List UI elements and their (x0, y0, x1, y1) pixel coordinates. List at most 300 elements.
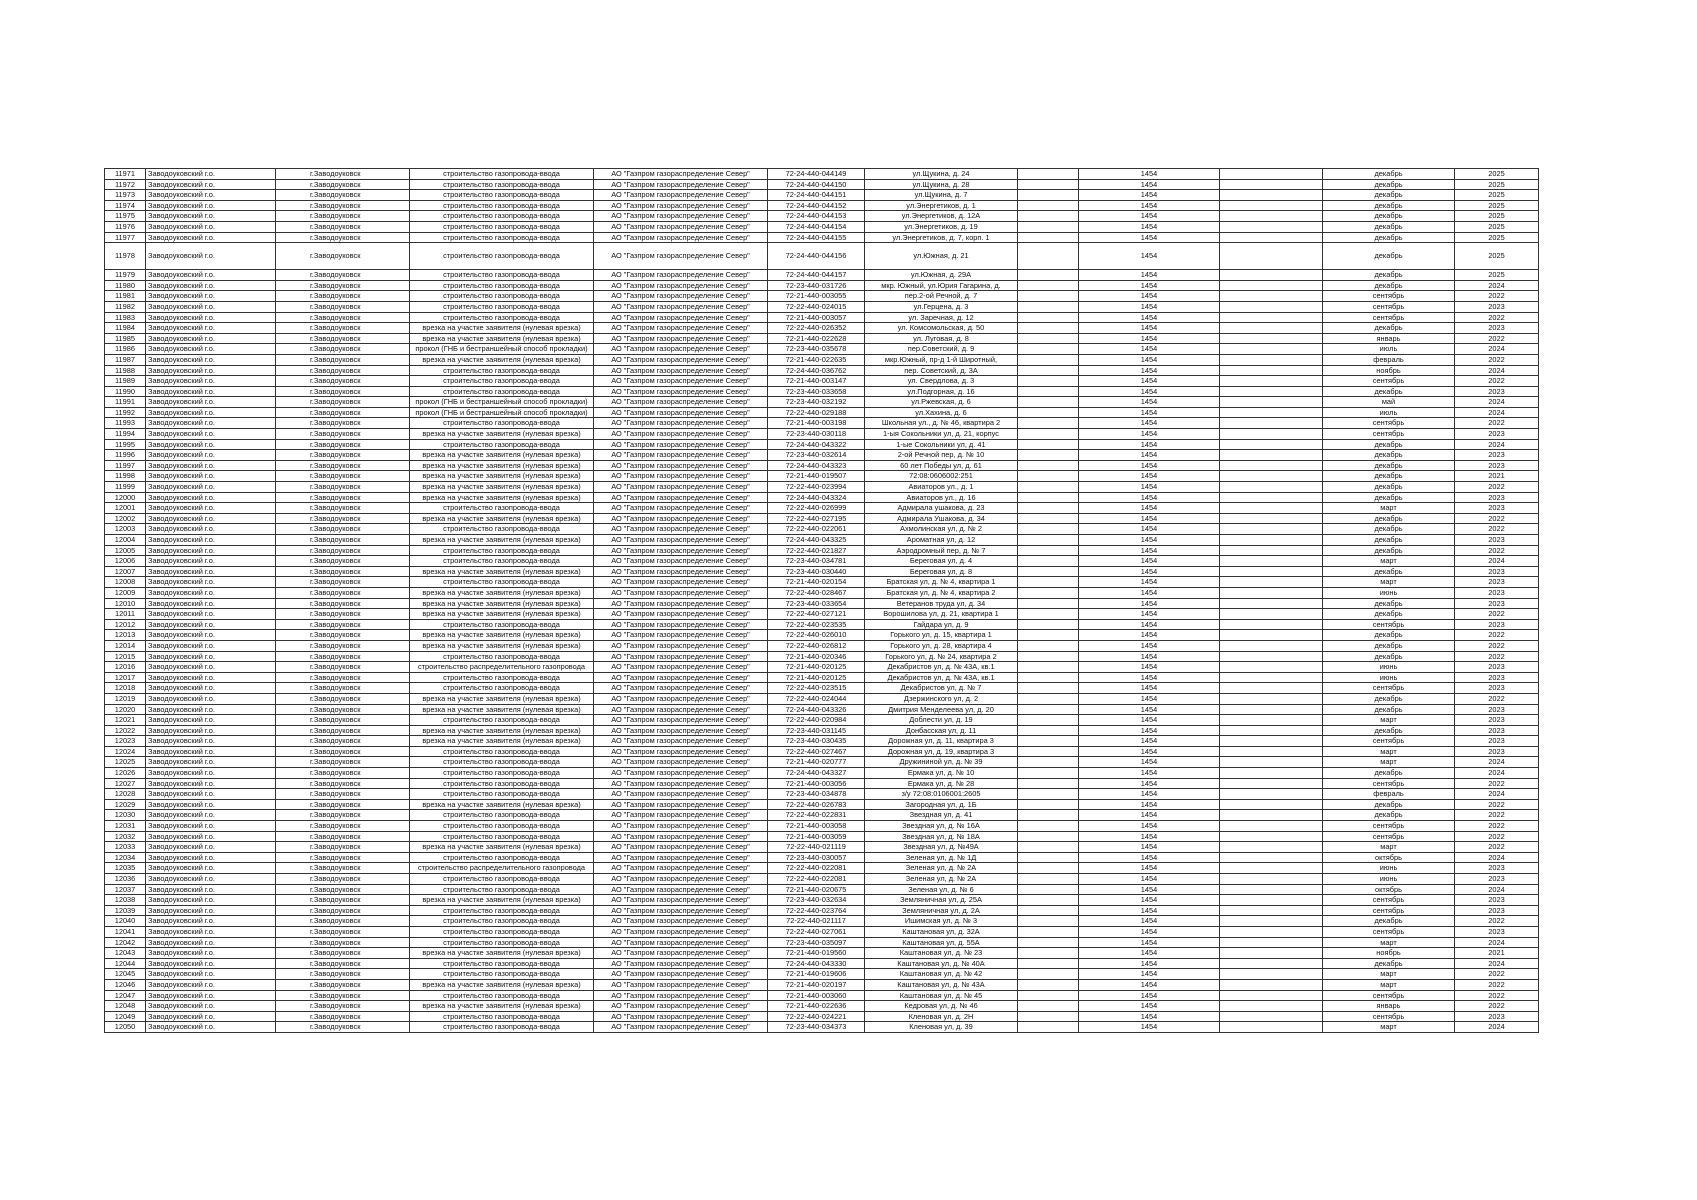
empty-cell (1018, 948, 1079, 959)
empty-cell (1220, 418, 1323, 429)
district-cell: Заводоуковский г.о. (146, 513, 276, 524)
month-cell: сентябрь (1323, 895, 1455, 906)
work-type-cell: строительство газопровода-ввода (410, 619, 594, 630)
organization-cell: АО "Газпром газораспределение Север" (594, 221, 768, 232)
cadastral-number-cell: 72-23-440-031726 (768, 280, 865, 291)
address-cell: Кленовая ул, д. 39 (865, 1022, 1018, 1033)
empty-cell (1018, 312, 1079, 323)
cadastral-number-cell: 72-21-440-019507 (768, 471, 865, 482)
cadastral-number-cell: 72-21-440-003058 (768, 821, 865, 832)
organization-cell: АО "Газпром газораспределение Север" (594, 407, 768, 418)
district-cell: Заводоуковский г.о. (146, 672, 276, 683)
code-cell: 1454 (1079, 630, 1220, 641)
row-number-cell: 11998 (105, 471, 146, 482)
city-cell: г.Заводоуковск (276, 450, 410, 461)
row-number-cell: 12049 (105, 1011, 146, 1022)
table-row (105, 243, 1539, 270)
empty-cell (1018, 179, 1079, 190)
address-cell: Каштановая ул, д. № 45 (865, 990, 1018, 1001)
code-cell: 1454 (1079, 693, 1220, 704)
year-cell: 2022 (1455, 979, 1539, 990)
district-cell: Заводоуковский г.о. (146, 969, 276, 980)
cadastral-number-cell: 72-22-440-023994 (768, 482, 865, 493)
city-cell: г.Заводоуковск (276, 503, 410, 514)
address-cell: Каштановая ул, д. № 40А (865, 958, 1018, 969)
row-number-cell: 11992 (105, 407, 146, 418)
code-cell: 1454 (1079, 333, 1220, 344)
row-number-cell: 12032 (105, 831, 146, 842)
year-cell: 2023 (1455, 587, 1539, 598)
empty-cell (1220, 545, 1323, 556)
month-cell: март (1323, 577, 1455, 588)
month-cell: май (1323, 397, 1455, 408)
month-cell: декабрь (1323, 270, 1455, 281)
empty-cell (1220, 640, 1323, 651)
year-cell: 2023 (1455, 715, 1539, 726)
table-row (105, 874, 1539, 885)
cadastral-number-cell: 72-22-440-022081 (768, 874, 865, 885)
district-cell: Заводоуковский г.о. (146, 344, 276, 355)
cadastral-number-cell: 72-23-440-033658 (768, 386, 865, 397)
code-cell: 1454 (1079, 232, 1220, 243)
empty-cell (1220, 948, 1323, 959)
cadastral-number-cell: 72-21-440-020346 (768, 651, 865, 662)
row-number-cell: 12016 (105, 662, 146, 673)
empty-cell (1220, 630, 1323, 641)
cadastral-number-cell: 72-22-440-021119 (768, 842, 865, 853)
organization-cell: АО "Газпром газораспределение Север" (594, 169, 768, 180)
address-cell: ул.Энергетиков, д. 12А (865, 211, 1018, 222)
district-cell: Заводоуковский г.о. (146, 333, 276, 344)
year-cell: 2021 (1455, 471, 1539, 482)
district-cell: Заводоуковский г.о. (146, 810, 276, 821)
month-cell: декабрь (1323, 725, 1455, 736)
work-type-cell: строительство газопровода-ввода (410, 746, 594, 757)
organization-cell: АО "Газпром газораспределение Север" (594, 990, 768, 1001)
work-type-cell: врезка на участке заявителя (нулевая врезка) (410, 471, 594, 482)
month-cell: декабрь (1323, 810, 1455, 821)
work-type-cell: строительство газопровода-ввода (410, 386, 594, 397)
city-cell: г.Заводоуковск (276, 566, 410, 577)
year-cell: 2022 (1455, 990, 1539, 1001)
table-row (105, 746, 1539, 757)
district-cell: Заводоуковский г.о. (146, 746, 276, 757)
district-cell: Заводоуковский г.о. (146, 598, 276, 609)
organization-cell: АО "Газпром газораспределение Север" (594, 513, 768, 524)
month-cell: декабрь (1323, 190, 1455, 201)
row-number-cell: 12005 (105, 545, 146, 556)
code-cell: 1454 (1079, 789, 1220, 800)
empty-cell (1018, 439, 1079, 450)
row-number-cell: 11982 (105, 301, 146, 312)
year-cell: 2024 (1455, 768, 1539, 779)
year-cell: 2023 (1455, 577, 1539, 588)
address-cell: Доблести ул, д. 19 (865, 715, 1018, 726)
row-number-cell: 11974 (105, 200, 146, 211)
code-cell: 1454 (1079, 662, 1220, 673)
city-cell: г.Заводоуковск (276, 715, 410, 726)
year-cell: 2024 (1455, 280, 1539, 291)
table-row (105, 693, 1539, 704)
city-cell: г.Заводоуковск (276, 874, 410, 885)
row-number-cell: 11990 (105, 386, 146, 397)
work-type-cell: врезка на участке заявителя (нулевая врезка) (410, 566, 594, 577)
code-cell: 1454 (1079, 979, 1220, 990)
code-cell: 1454 (1079, 905, 1220, 916)
year-cell: 2022 (1455, 482, 1539, 493)
city-cell: г.Заводоуковск (276, 979, 410, 990)
year-cell: 2023 (1455, 704, 1539, 715)
work-type-cell: прокол (ГНБ и бестраншейный способ прокладки) (410, 407, 594, 418)
work-type-cell: строительство газопровода-ввода (410, 990, 594, 1001)
month-cell: декабрь (1323, 460, 1455, 471)
month-cell: март (1323, 969, 1455, 980)
city-cell: г.Заводоуковск (276, 535, 410, 546)
row-number-cell: 12012 (105, 619, 146, 630)
code-cell: 1454 (1079, 492, 1220, 503)
work-type-cell: врезка на участке заявителя (нулевая врезка) (410, 895, 594, 906)
cadastral-number-cell: 72-22-440-026010 (768, 630, 865, 641)
work-type-cell: строительство газопровода-ввода (410, 683, 594, 694)
empty-cell (1018, 863, 1079, 874)
code-cell: 1454 (1079, 609, 1220, 620)
address-cell: Звездная ул, д. № 16А (865, 821, 1018, 832)
table-row (105, 916, 1539, 927)
address-cell: Горького ул, д. № 24, квартира 2 (865, 651, 1018, 662)
cadastral-number-cell: 72-24-440-043325 (768, 535, 865, 546)
month-cell: декабрь (1323, 651, 1455, 662)
month-cell: сентябрь (1323, 418, 1455, 429)
empty-cell (1220, 333, 1323, 344)
month-cell: июнь (1323, 662, 1455, 673)
empty-cell (1220, 651, 1323, 662)
table-row (105, 937, 1539, 948)
city-cell: г.Заводоуковск (276, 768, 410, 779)
cadastral-number-cell: 72-22-440-026812 (768, 640, 865, 651)
cadastral-number-cell: 72-22-440-027467 (768, 746, 865, 757)
district-cell: Заводоуковский г.о. (146, 799, 276, 810)
district-cell: Заводоуковский г.о. (146, 545, 276, 556)
code-cell: 1454 (1079, 301, 1220, 312)
year-cell: 2023 (1455, 895, 1539, 906)
empty-cell (1018, 905, 1079, 916)
cadastral-number-cell: 72-21-440-020675 (768, 884, 865, 895)
row-number-cell: 11981 (105, 291, 146, 302)
organization-cell: АО "Газпром газораспределение Север" (594, 270, 768, 281)
work-type-cell: врезка на участке заявителя (нулевая врезка) (410, 948, 594, 959)
registry-table (104, 168, 1539, 1033)
district-cell: Заводоуковский г.о. (146, 916, 276, 927)
code-cell: 1454 (1079, 1011, 1220, 1022)
empty-cell (1018, 926, 1079, 937)
district-cell: Заводоуковский г.о. (146, 460, 276, 471)
month-cell: декабрь (1323, 482, 1455, 493)
code-cell: 1454 (1079, 852, 1220, 863)
month-cell: декабрь (1323, 200, 1455, 211)
year-cell: 2023 (1455, 672, 1539, 683)
code-cell: 1454 (1079, 874, 1220, 885)
year-cell: 2023 (1455, 503, 1539, 514)
code-cell: 1454 (1079, 460, 1220, 471)
organization-cell: АО "Газпром газораспределение Север" (594, 651, 768, 662)
table-row (105, 715, 1539, 726)
empty-cell (1220, 439, 1323, 450)
empty-cell (1220, 990, 1323, 1001)
address-cell: Каштановая ул, д. № 23 (865, 948, 1018, 959)
address-cell: ул.Энергетиков, д. 7, корп. 1 (865, 232, 1018, 243)
year-cell: 2024 (1455, 958, 1539, 969)
empty-cell (1220, 323, 1323, 334)
cadastral-number-cell: 72-24-440-044149 (768, 169, 865, 180)
city-cell: г.Заводоуковск (276, 460, 410, 471)
address-cell: Адмирала Ушакова, д. 34 (865, 513, 1018, 524)
row-number-cell: 12039 (105, 905, 146, 916)
row-number-cell: 12003 (105, 524, 146, 535)
empty-cell (1018, 587, 1079, 598)
table-row (105, 439, 1539, 450)
address-cell: 60 лет Победы ул, д. 61 (865, 460, 1018, 471)
empty-cell (1220, 609, 1323, 620)
empty-cell (1220, 524, 1323, 535)
year-cell: 2024 (1455, 852, 1539, 863)
cadastral-number-cell: 72-22-440-023764 (768, 905, 865, 916)
empty-cell (1018, 524, 1079, 535)
organization-cell: АО "Газпром газораспределение Север" (594, 386, 768, 397)
organization-cell: АО "Газпром газораспределение Север" (594, 280, 768, 291)
address-cell: Каштановая ул, д. № 43А (865, 979, 1018, 990)
organization-cell: АО "Газпром газораспределение Север" (594, 831, 768, 842)
organization-cell: АО "Газпром газораспределение Север" (594, 609, 768, 620)
table-row (105, 990, 1539, 1001)
empty-cell (1018, 333, 1079, 344)
address-cell: Аэродромный пер, д. № 7 (865, 545, 1018, 556)
cadastral-number-cell: 72-24-440-043324 (768, 492, 865, 503)
table-row (105, 778, 1539, 789)
table-row (105, 662, 1539, 673)
district-cell: Заводоуковский г.о. (146, 693, 276, 704)
code-cell: 1454 (1079, 386, 1220, 397)
organization-cell: АО "Газпром газораспределение Север" (594, 863, 768, 874)
cadastral-number-cell: 72-22-440-024015 (768, 301, 865, 312)
table-row (105, 969, 1539, 980)
cadastral-number-cell: 72-22-440-024044 (768, 693, 865, 704)
row-number-cell: 11999 (105, 482, 146, 493)
table-row (105, 232, 1539, 243)
address-cell: Звездная ул, д. 41 (865, 810, 1018, 821)
cadastral-number-cell: 72-24-440-044150 (768, 179, 865, 190)
empty-cell (1220, 365, 1323, 376)
city-cell: г.Заводоуковск (276, 725, 410, 736)
empty-cell (1220, 810, 1323, 821)
month-cell: декабрь (1323, 535, 1455, 546)
work-type-cell: врезка на участке заявителя (нулевая врезка) (410, 630, 594, 641)
empty-cell (1018, 190, 1079, 201)
organization-cell: АО "Газпром газораспределение Север" (594, 662, 768, 673)
work-type-cell: строительство газопровода-ввода (410, 874, 594, 885)
row-number-cell: 12030 (105, 810, 146, 821)
year-cell: 2022 (1455, 291, 1539, 302)
district-cell: Заводоуковский г.о. (146, 386, 276, 397)
empty-cell (1220, 354, 1323, 365)
city-cell: г.Заводоуковск (276, 926, 410, 937)
table-row (105, 609, 1539, 620)
empty-cell (1018, 725, 1079, 736)
row-number-cell: 11997 (105, 460, 146, 471)
work-type-cell: строительство газопровода-ввода (410, 503, 594, 514)
work-type-cell: строительство газопровода-ввода (410, 926, 594, 937)
row-number-cell: 11971 (105, 169, 146, 180)
year-cell: 2023 (1455, 725, 1539, 736)
month-cell: январь (1323, 1001, 1455, 1012)
address-cell: Братская ул, д. № 4, квартира 1 (865, 577, 1018, 588)
year-cell: 2023 (1455, 736, 1539, 747)
empty-cell (1018, 482, 1079, 493)
empty-cell (1018, 693, 1079, 704)
work-type-cell: строительство газопровода-ввода (410, 556, 594, 567)
city-cell: г.Заводоуковск (276, 179, 410, 190)
year-cell: 2025 (1455, 211, 1539, 222)
year-cell: 2022 (1455, 609, 1539, 620)
table-row (105, 852, 1539, 863)
empty-cell (1220, 232, 1323, 243)
table-row (105, 344, 1539, 355)
month-cell: декабрь (1323, 545, 1455, 556)
cadastral-number-cell: 72-23-440-030440 (768, 566, 865, 577)
work-type-cell: врезка на участке заявителя (нулевая врезка) (410, 450, 594, 461)
work-type-cell: строительство газопровода-ввода (410, 1022, 594, 1033)
organization-cell: АО "Газпром газораспределение Север" (594, 640, 768, 651)
empty-cell (1018, 704, 1079, 715)
year-cell: 2022 (1455, 354, 1539, 365)
table-row (105, 556, 1539, 567)
organization-cell: АО "Газпром газораспределение Север" (594, 778, 768, 789)
cadastral-number-cell: 72-22-440-022831 (768, 810, 865, 821)
year-cell: 2023 (1455, 535, 1539, 546)
empty-cell (1220, 926, 1323, 937)
empty-cell (1220, 450, 1323, 461)
year-cell: 2022 (1455, 630, 1539, 641)
cadastral-number-cell: 72-21-440-003059 (768, 831, 865, 842)
empty-cell (1220, 407, 1323, 418)
year-cell: 2022 (1455, 821, 1539, 832)
year-cell: 2022 (1455, 969, 1539, 980)
district-cell: Заводоуковский г.о. (146, 905, 276, 916)
empty-cell (1220, 429, 1323, 440)
address-cell: Каштановая ул, д. 32А (865, 926, 1018, 937)
row-number-cell: 11983 (105, 312, 146, 323)
row-number-cell: 11980 (105, 280, 146, 291)
address-cell: ул. Заречная, д. 12 (865, 312, 1018, 323)
organization-cell: АО "Газпром газораспределение Север" (594, 291, 768, 302)
year-cell: 2021 (1455, 948, 1539, 959)
organization-cell: АО "Газпром газораспределение Север" (594, 884, 768, 895)
city-cell: г.Заводоуковск (276, 746, 410, 757)
row-number-cell: 12027 (105, 778, 146, 789)
address-cell: пер. Советский, д. 3А (865, 365, 1018, 376)
work-type-cell: строительство газопровода-ввода (410, 768, 594, 779)
month-cell: декабрь (1323, 221, 1455, 232)
organization-cell: АО "Газпром газораспределение Север" (594, 492, 768, 503)
city-cell: г.Заводоуковск (276, 439, 410, 450)
city-cell: г.Заводоуковск (276, 291, 410, 302)
cadastral-number-cell: 72-23-440-034373 (768, 1022, 865, 1033)
year-cell: 2022 (1455, 916, 1539, 927)
empty-cell (1018, 969, 1079, 980)
cadastral-number-cell: 72-22-440-026783 (768, 799, 865, 810)
table-row (105, 460, 1539, 471)
work-type-cell: строительство газопровода-ввода (410, 291, 594, 302)
year-cell: 2023 (1455, 301, 1539, 312)
month-cell: декабрь (1323, 386, 1455, 397)
code-cell: 1454 (1079, 768, 1220, 779)
address-cell: Авиаторов ул., д. 16 (865, 492, 1018, 503)
code-cell: 1454 (1079, 524, 1220, 535)
address-cell: Декабристов ул, д. № 43А, кв.1 (865, 662, 1018, 673)
empty-cell (1018, 789, 1079, 800)
month-cell: март (1323, 757, 1455, 768)
code-cell: 1454 (1079, 221, 1220, 232)
table-row (105, 535, 1539, 546)
year-cell: 2025 (1455, 200, 1539, 211)
district-cell: Заводоуковский г.о. (146, 190, 276, 201)
cadastral-number-cell: 72-21-440-003147 (768, 376, 865, 387)
row-number-cell: 11995 (105, 439, 146, 450)
work-type-cell: строительство газопровода-ввода (410, 905, 594, 916)
address-cell: Гайдара ул, д. 9 (865, 619, 1018, 630)
month-cell: сентябрь (1323, 926, 1455, 937)
year-cell: 2024 (1455, 1022, 1539, 1033)
work-type-cell: врезка на участке заявителя (нулевая врезка) (410, 799, 594, 810)
work-type-cell: строительство газопровода-ввода (410, 821, 594, 832)
cadastral-number-cell: 72-21-440-019560 (768, 948, 865, 959)
row-number-cell: 12026 (105, 768, 146, 779)
district-cell: Заводоуковский г.о. (146, 990, 276, 1001)
city-cell: г.Заводоуковск (276, 211, 410, 222)
cadastral-number-cell: 72-23-440-032192 (768, 397, 865, 408)
code-cell: 1454 (1079, 354, 1220, 365)
cadastral-number-cell: 72-23-440-031145 (768, 725, 865, 736)
empty-cell (1220, 179, 1323, 190)
organization-cell: АО "Газпром газораспределение Север" (594, 704, 768, 715)
district-cell: Заводоуковский г.о. (146, 979, 276, 990)
work-type-cell: строительство газопровода-ввода (410, 232, 594, 243)
work-type-cell: врезка на участке заявителя (нулевая врезка) (410, 460, 594, 471)
table-body (105, 169, 1539, 1033)
year-cell: 2023 (1455, 566, 1539, 577)
empty-cell (1220, 757, 1323, 768)
table-row (105, 757, 1539, 768)
empty-cell (1220, 301, 1323, 312)
city-cell: г.Заводоуковск (276, 821, 410, 832)
empty-cell (1018, 577, 1079, 588)
table-row (105, 407, 1539, 418)
empty-cell (1220, 200, 1323, 211)
address-cell: Земляничная ул, д. 2А (865, 905, 1018, 916)
row-number-cell: 12017 (105, 672, 146, 683)
row-number-cell: 11984 (105, 323, 146, 334)
table-row (105, 270, 1539, 281)
address-cell: ул. Комсомольская, д. 50 (865, 323, 1018, 334)
month-cell: сентябрь (1323, 312, 1455, 323)
district-cell: Заводоуковский г.о. (146, 736, 276, 747)
month-cell: сентябрь (1323, 301, 1455, 312)
row-number-cell: 11987 (105, 354, 146, 365)
city-cell: г.Заводоуковск (276, 344, 410, 355)
city-cell: г.Заводоуковск (276, 200, 410, 211)
code-cell: 1454 (1079, 280, 1220, 291)
empty-cell (1018, 221, 1079, 232)
empty-cell (1220, 397, 1323, 408)
